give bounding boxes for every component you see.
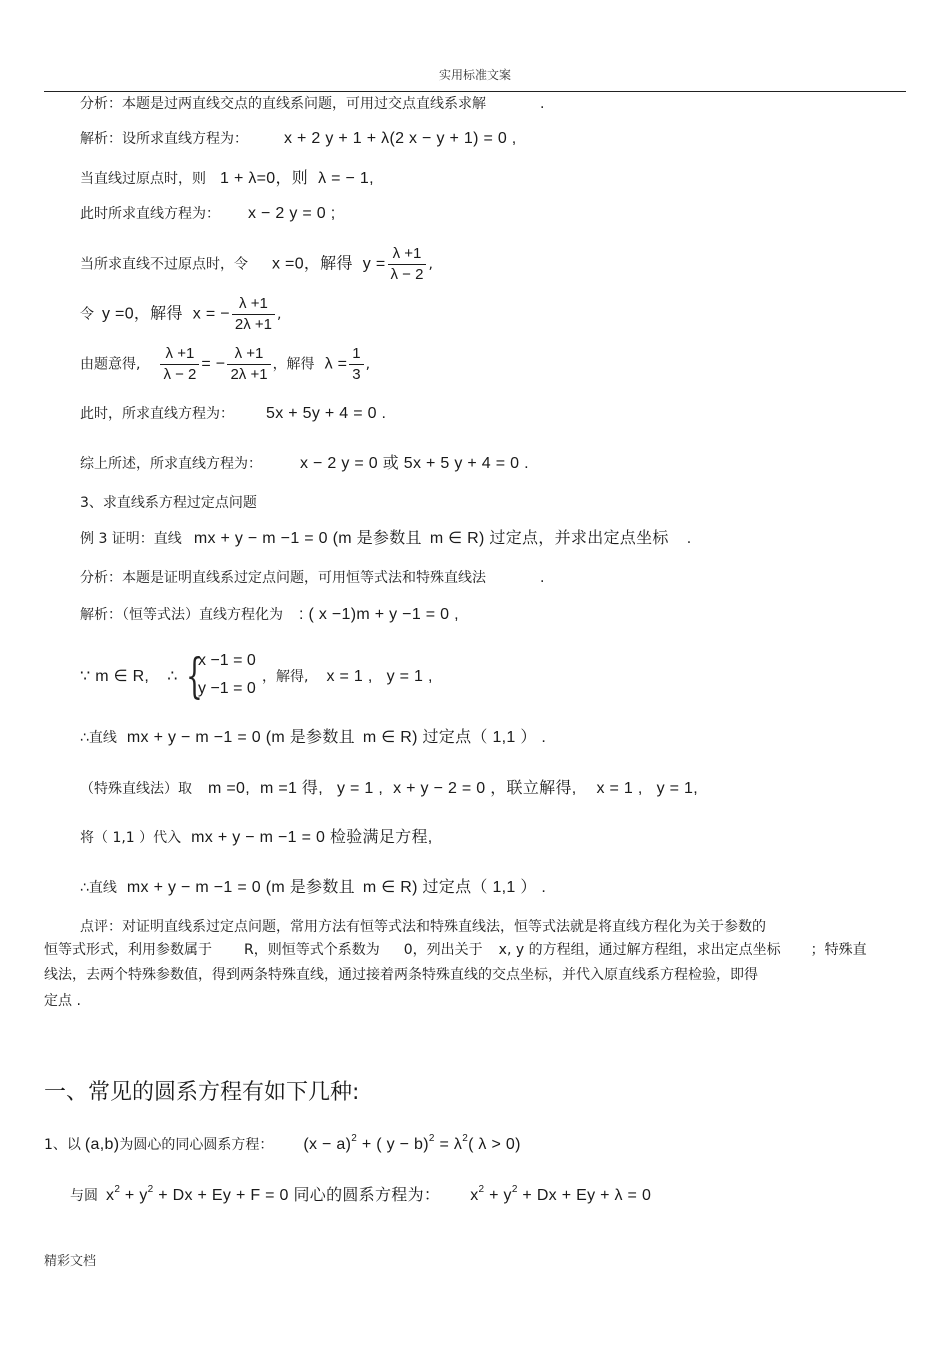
origin-case-text: 当直线过原点时，则 bbox=[80, 171, 206, 187]
period: . bbox=[540, 570, 545, 586]
identity-method-text: 解析：（恒等式法）直线方程化为 bbox=[80, 607, 283, 623]
parameter-note: m 是参数且 bbox=[271, 879, 355, 896]
non-origin-text: 当所求直线不过原点时，令 bbox=[80, 256, 248, 273]
concentric-with-circle-line bbox=[70, 1181, 651, 1205]
check-line bbox=[80, 829, 433, 847]
page-header: 实用标准文案 bbox=[438, 68, 511, 82]
summary-line bbox=[80, 455, 529, 473]
result-line bbox=[80, 405, 386, 423]
comma: , bbox=[365, 356, 371, 373]
line-y-1: y = 1 , bbox=[336, 780, 384, 797]
header-rule bbox=[44, 91, 906, 92]
example-3-line bbox=[80, 530, 691, 548]
comment-line-2 bbox=[44, 941, 867, 959]
x-zero-solve: x =0，解得 bbox=[272, 255, 353, 273]
line-x-y-2: x + y − 2 = 0 ，联立解得, bbox=[393, 780, 577, 797]
comment-text-a: 恒等式形式，利用参数属于 bbox=[44, 942, 212, 958]
line-equation: mx + y − m −1 = 0 ( bbox=[126, 729, 272, 746]
fraction-numerator: λ +1 bbox=[239, 295, 268, 312]
period: . bbox=[686, 531, 692, 547]
solution-label: 解析：设所求直线方程为： bbox=[80, 131, 248, 147]
special-method-text: （特殊直线法）取 bbox=[80, 781, 192, 797]
concentric-text: 为圆心的同心圆系方程： bbox=[119, 1137, 274, 1153]
fraction-denominator: 2λ +1 bbox=[232, 314, 275, 335]
concentric-circle-line bbox=[44, 1130, 521, 1154]
result-text: 此时，所求直线方程为： bbox=[80, 406, 234, 422]
concentric-equation bbox=[303, 1133, 521, 1153]
eq-part: + Dx + Ey + F = 0 同心的圆系方程为： bbox=[153, 1187, 441, 1204]
lambda-equals: λ = bbox=[324, 355, 348, 373]
identity-method-line bbox=[80, 606, 459, 624]
fraction-denominator: 3 bbox=[349, 364, 363, 385]
parameter-note: m 是参数且 bbox=[338, 530, 422, 547]
fraction-numerator: λ +1 bbox=[392, 245, 422, 262]
result-equation: 5x + 5y + 4 = 0 . bbox=[266, 405, 387, 422]
exponent: 2 bbox=[511, 1184, 518, 1195]
summary-equations: x − 2 y = 0 或 5x + 5 y + 4 = 0 . bbox=[300, 455, 529, 472]
therefore: ∴ bbox=[167, 668, 178, 685]
comma: , bbox=[277, 306, 282, 323]
left-fraction bbox=[160, 344, 199, 385]
origin-case-line bbox=[80, 170, 374, 188]
exponent: 2 bbox=[462, 1133, 469, 1144]
right-fraction bbox=[227, 344, 270, 385]
parameter-note: m 是参数且 bbox=[271, 729, 355, 746]
comma: , bbox=[428, 256, 433, 273]
analysis-text: 分析：本题是证明直线系过定点问题，可用恒等式法和特殊直线法 bbox=[80, 570, 486, 586]
y-zero-solve: y =0，解得 bbox=[102, 305, 183, 323]
eq-part: ( λ > 0) bbox=[468, 1136, 521, 1153]
fraction-numerator: λ +1 bbox=[234, 345, 264, 362]
example-equation: mx + y − m −1 = 0 ( bbox=[193, 530, 339, 547]
exponent: 2 bbox=[351, 1133, 358, 1144]
item-label: 1、以 bbox=[44, 1137, 81, 1153]
page-footer: 精彩文档 bbox=[44, 1254, 97, 1269]
solution-line-1 bbox=[80, 130, 517, 148]
origin-result-equation: x − 2 y = 0 ; bbox=[248, 205, 336, 222]
eq-part: + y bbox=[484, 1187, 512, 1204]
fixed-point: m ∈ R) 过定点（ 1,1 ） . bbox=[362, 729, 547, 746]
y-equals: y = bbox=[362, 255, 386, 273]
subsection-heading: 3、求直线系方程过定点问题 bbox=[80, 495, 257, 511]
condition-line bbox=[80, 344, 370, 385]
x-solution: x = 1 , bbox=[596, 780, 643, 797]
analysis-text: 分析：本题是过两直线交点的直线系问题，可用过交点直线系求解 bbox=[80, 96, 486, 112]
x-solution: x = 1 , bbox=[326, 668, 373, 685]
left-brace: { bbox=[186, 648, 203, 704]
fixed-point: m ∈ R) 过定点（ 1,1 ） . bbox=[362, 879, 547, 896]
y-solution: y = 1 , bbox=[386, 668, 433, 685]
system-row-1: x −1 = 0 bbox=[198, 652, 256, 669]
x-equals: x = − bbox=[192, 305, 230, 323]
fraction-numerator: λ +1 bbox=[165, 345, 195, 362]
eq-part: + ( y − b) bbox=[357, 1136, 429, 1153]
summary-text: 综上所述，所求直线方程为： bbox=[80, 456, 262, 472]
eq-part: = λ bbox=[434, 1136, 463, 1153]
eq-part: x bbox=[106, 1187, 115, 1204]
origin-result-text: 此时所求直线方程为： bbox=[80, 206, 220, 222]
lambda-fraction bbox=[349, 344, 363, 385]
solve-text: ，解得, bbox=[262, 669, 309, 685]
center-point: (a,b) bbox=[84, 1136, 120, 1153]
origin-condition: 1 + λ=0，则 bbox=[220, 170, 309, 187]
equals-minus: = − bbox=[201, 355, 226, 373]
eq-part: x bbox=[470, 1187, 479, 1204]
fraction-denominator: 2λ +1 bbox=[227, 364, 270, 385]
exponent: 2 bbox=[428, 1133, 435, 1144]
section-heading: 一、常见的圆系方程有如下几种: bbox=[44, 1080, 360, 1105]
concentric-family-equation bbox=[470, 1184, 652, 1204]
comment-line-3: 线法，去两个特殊参数值，得到两条特殊直线，通过接着两条特殊直线的交点坐标，并代入原直线系方程检验，即得 bbox=[44, 967, 758, 983]
system-line-left bbox=[80, 668, 178, 686]
comment-text-d: x, y 的方程组，通过解方程组，求出定点坐标 bbox=[498, 942, 781, 958]
fraction-denominator: λ − 2 bbox=[160, 364, 199, 385]
analysis-line-2 bbox=[80, 569, 544, 587]
line-equation: mx + y − m −1 = 0 ( bbox=[126, 879, 272, 896]
check-equation: mx + y − m −1 = 0 检验满足方程, bbox=[191, 829, 433, 846]
m-zero: m =0, bbox=[208, 780, 250, 797]
x-intercept-fraction bbox=[232, 294, 275, 335]
exponent: 2 bbox=[478, 1184, 485, 1195]
exponent: 2 bbox=[147, 1184, 154, 1195]
analysis-line-1 bbox=[80, 95, 544, 113]
solve-text: ，解得 bbox=[272, 356, 315, 373]
conclusion-line-2 bbox=[80, 879, 546, 897]
eq-part: (x − a) bbox=[303, 1136, 352, 1153]
exponent: 2 bbox=[114, 1184, 121, 1195]
conclusion-line-1 bbox=[80, 729, 546, 747]
with-circle-text: 与圆 bbox=[70, 1188, 98, 1204]
example-task: m ∈ R) 过定点，并求出定点坐标 bbox=[429, 530, 669, 547]
identity-equation: : ( x −1)m + y −1 = 0 , bbox=[299, 606, 459, 623]
eq-part: + y bbox=[120, 1187, 148, 1204]
y-solution: y = 1, bbox=[656, 780, 699, 797]
example-label: 例 3 证明：直线 bbox=[80, 531, 182, 547]
m-in-r: ∵ m ∈ R, bbox=[80, 668, 150, 685]
analysis-period: . bbox=[540, 96, 545, 112]
therefore-line: ∴直线 bbox=[80, 880, 117, 896]
comment-text-c: 0，列出关于 bbox=[403, 942, 483, 958]
line-system-equation: x + 2 y + 1 + λ(2 x − y + 1) = 0 , bbox=[284, 130, 517, 147]
comment-line-4: 定点 . bbox=[44, 993, 81, 1009]
comment-text-e: ；特殊直 bbox=[810, 942, 867, 958]
comment-text-b: R，则恒等式个系数为 bbox=[244, 942, 380, 958]
fraction-denominator: λ − 2 bbox=[388, 264, 427, 285]
fraction-numerator: 1 bbox=[352, 345, 361, 362]
substitute-text: 将（ 1,1 ）代入 bbox=[80, 830, 182, 846]
eq-part: + Dx + Ey + λ = 0 bbox=[517, 1187, 652, 1204]
condition-text: 由题意得, bbox=[80, 356, 141, 373]
m-one: m =1 得, bbox=[259, 780, 323, 797]
origin-result-line bbox=[80, 205, 336, 223]
therefore-line: ∴直线 bbox=[80, 730, 117, 746]
y-zero-line bbox=[80, 294, 281, 335]
comment-line-1: 点评：对证明直线系过定点问题，常用方法有恒等式法和特殊直线法，恒等式法就是将直线方程化为关于参数的 bbox=[80, 919, 766, 935]
system-line-right bbox=[262, 668, 433, 686]
let-text: 令 bbox=[80, 306, 94, 323]
system-row-2: y −1 = 0 bbox=[198, 680, 256, 697]
non-origin-line bbox=[80, 244, 433, 285]
given-circle-equation bbox=[106, 1184, 441, 1204]
lambda-value: λ = − 1, bbox=[318, 170, 374, 187]
y-intercept-fraction bbox=[388, 244, 427, 285]
special-line-method bbox=[80, 780, 698, 798]
